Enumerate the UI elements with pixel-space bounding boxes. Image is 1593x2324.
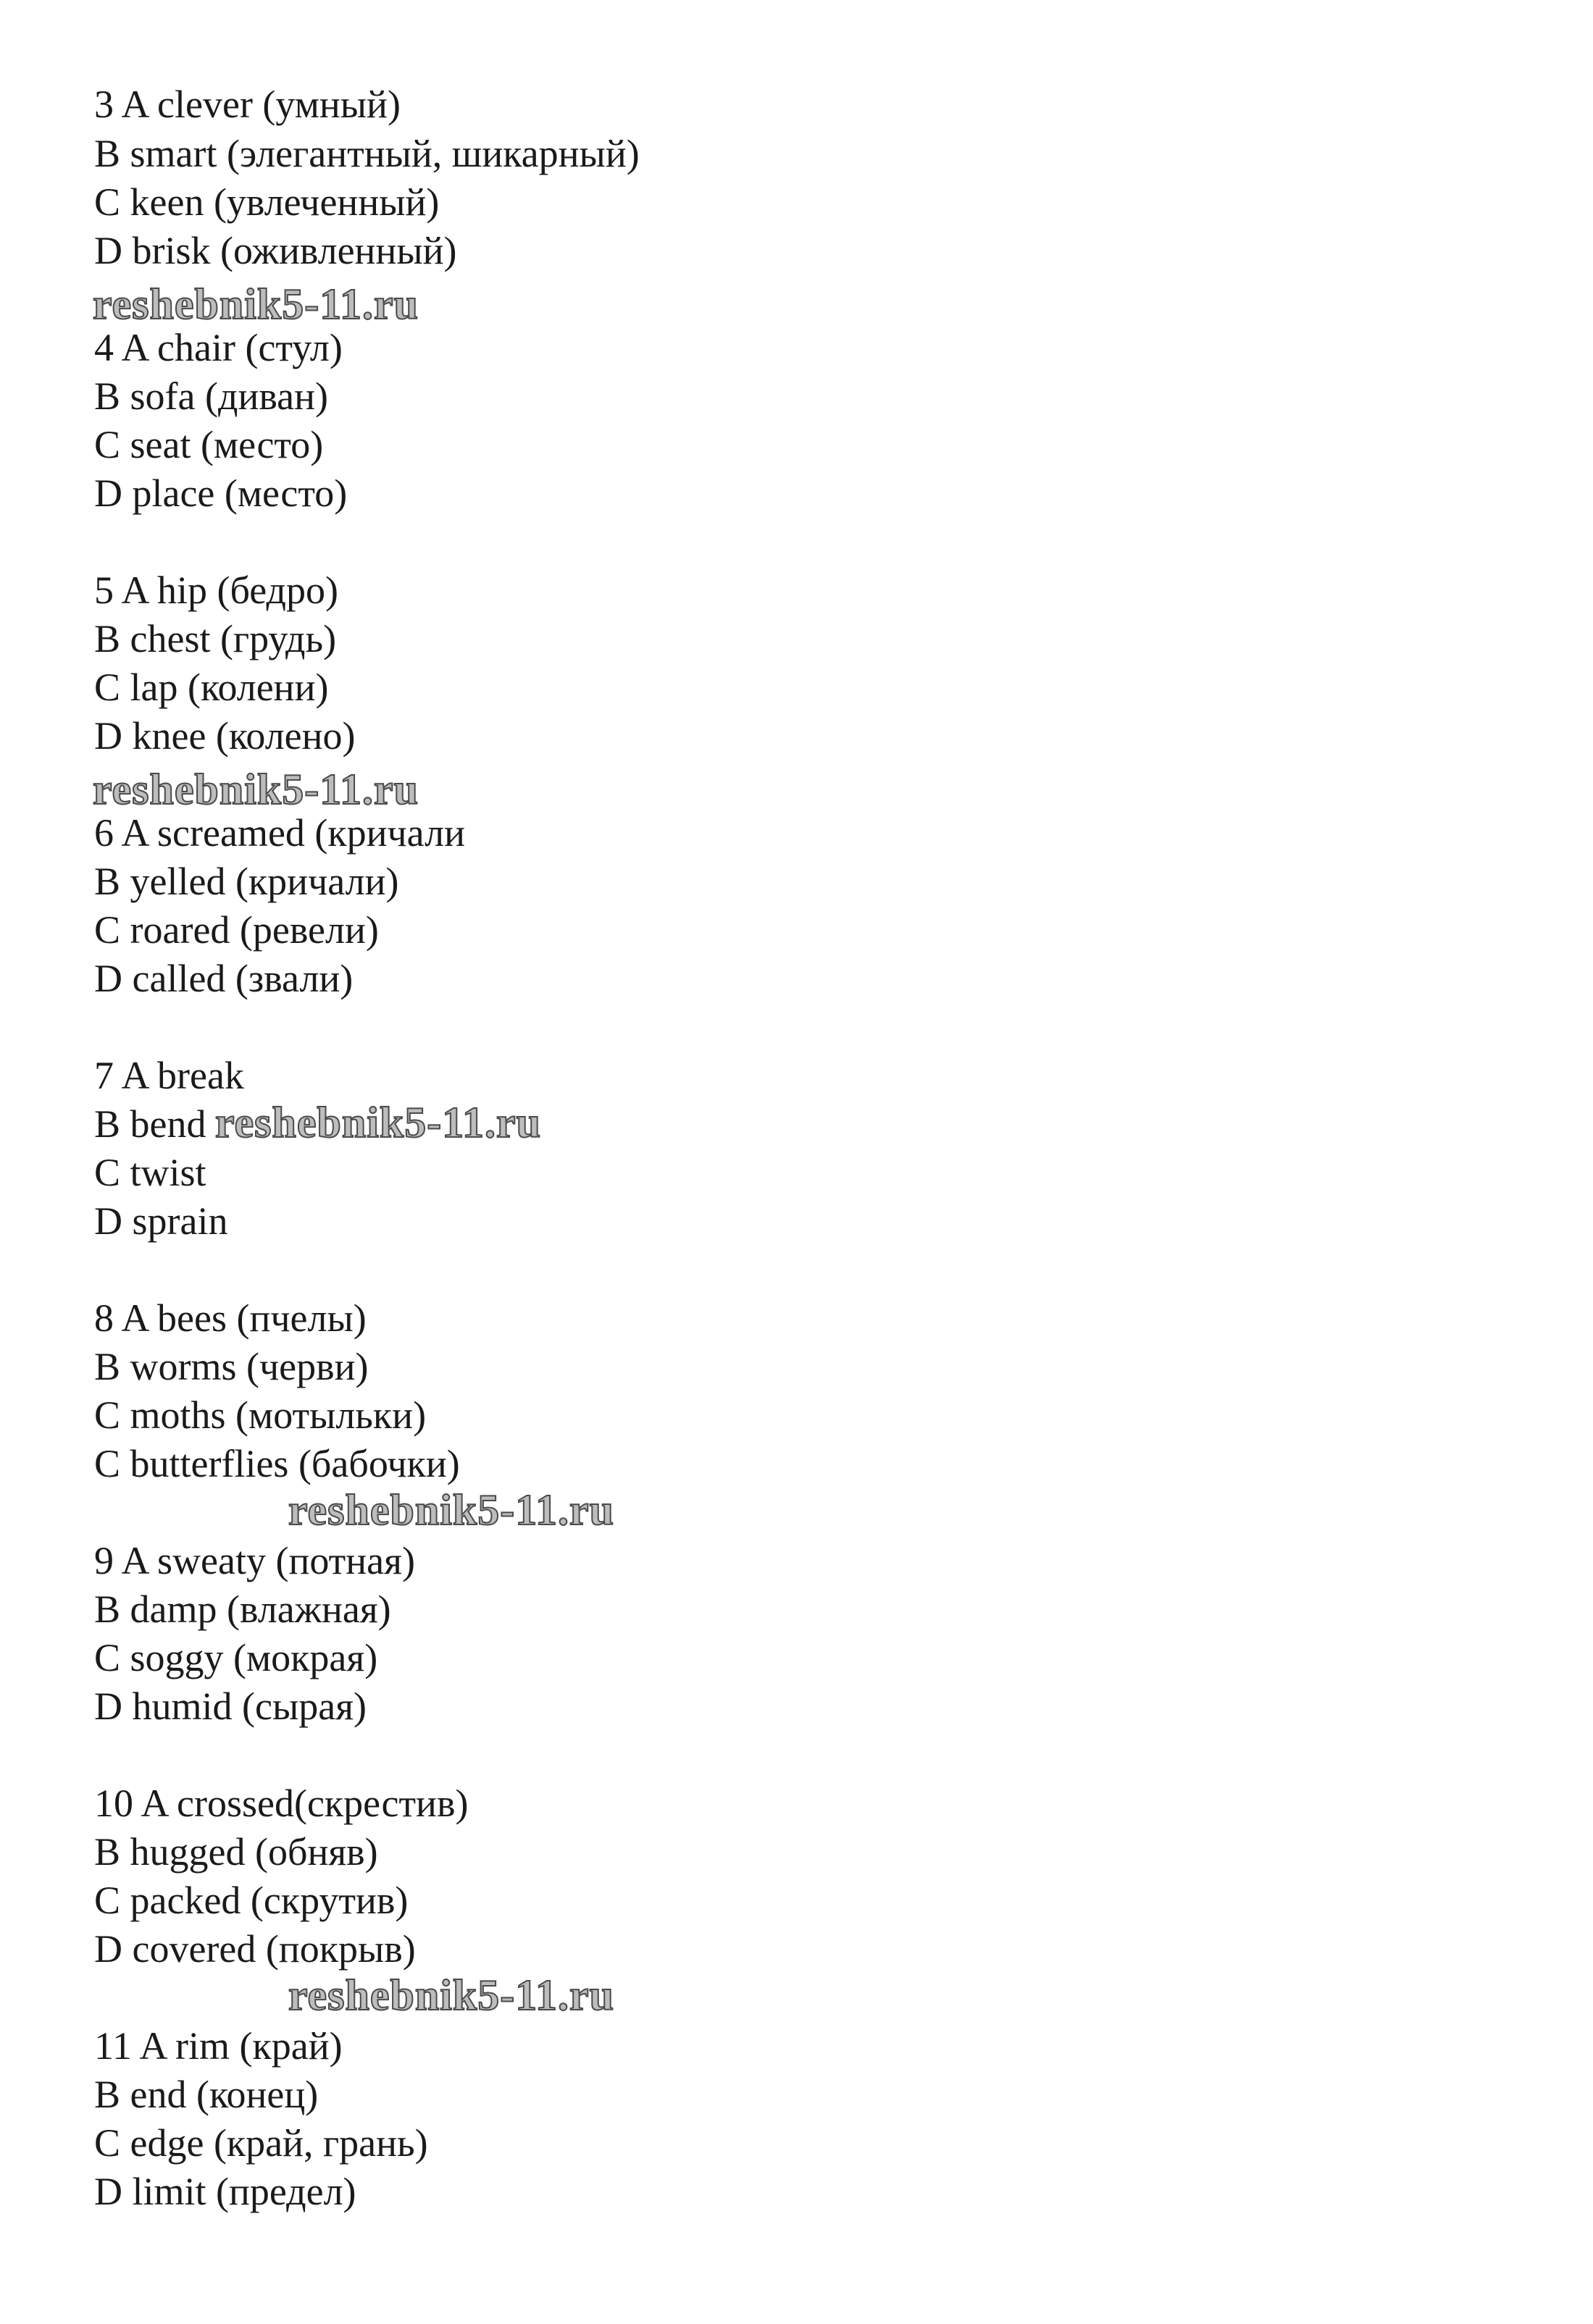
text-line: D brisk (оживленный) [94, 229, 457, 272]
watermark: reshebnik5-11.ru [93, 280, 419, 328]
watermark: reshebnik5-11.ru [288, 1971, 614, 2019]
text-line: B yelled (кричали) [94, 860, 399, 903]
text-line: B worms (черви) [94, 1345, 369, 1388]
text-line: B hugged (обняв) [94, 1830, 378, 1874]
text-line: B bend [94, 1102, 206, 1146]
text-line: C edge (край, грань) [94, 2121, 428, 2165]
text-line: 9 A sweaty (потная) [94, 1539, 415, 1582]
text-line: C keen (увлеченный) [94, 180, 440, 224]
text-line: D covered (покрыв) [94, 1927, 416, 1971]
text-line: 8 A bees (пчелы) [94, 1296, 367, 1340]
text-line: 7 A break [94, 1054, 244, 1097]
text-line: C twist [94, 1151, 206, 1194]
text-line: 5 A hip (бедро) [94, 569, 338, 612]
text-line: D sprain [94, 1199, 228, 1243]
text-line: C packed (скрутив) [94, 1879, 409, 1922]
text-line: C soggy (мокрая) [94, 1636, 378, 1679]
text-line: 6 A screamed (кричали [94, 811, 465, 855]
watermark: reshebnik5-11.ru [288, 1486, 614, 1534]
text-line: C seat (место) [94, 423, 324, 466]
text-line: B smart (элегантный, шикарный) [94, 132, 640, 175]
text-line: C moths (мотыльки) [94, 1393, 427, 1437]
text-line: B end (конец) [94, 2073, 319, 2116]
text-line: D limit (предел) [94, 2170, 356, 2213]
text-line: 10 A crossed(скрестив) [94, 1782, 469, 1825]
text-line: B chest (грудь) [94, 617, 337, 660]
text-line: 4 A chair (стул) [94, 326, 343, 369]
text-line: D called (звали) [94, 957, 354, 1000]
text-line: C lap (колени) [94, 666, 329, 709]
text-line: C roared (ревели) [94, 908, 379, 952]
text-line: B sofa (диван) [94, 374, 328, 418]
text-line: 11 A rim (край) [94, 2024, 343, 2068]
text-line: D humid (сырая) [94, 1685, 367, 1728]
text-line: B damp (влажная) [94, 1587, 391, 1631]
watermark: reshebnik5-11.ru [215, 1099, 541, 1146]
text-line: 3 A clever (умный) [94, 83, 401, 126]
text-line: C butterflies (бабочки) [94, 1442, 460, 1485]
watermark: reshebnik5-11.ru [93, 765, 419, 813]
text-line: D place (место) [94, 471, 348, 515]
text-line: D knee (колено) [94, 714, 356, 758]
